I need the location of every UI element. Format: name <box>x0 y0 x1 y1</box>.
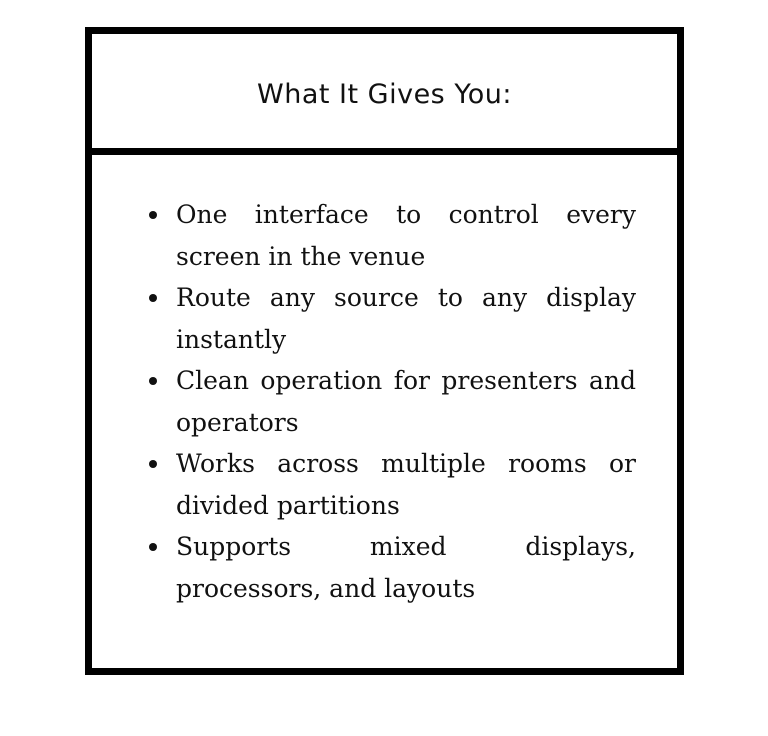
bullet-icon <box>149 294 157 302</box>
card-body <box>92 155 677 609</box>
list-item-text: Supports mixed displays, processors, and layouts <box>176 532 636 603</box>
bullet-icon <box>149 377 157 385</box>
list-item <box>147 360 636 443</box>
bullet-icon <box>149 543 157 551</box>
list-item-text: Works across multiple rooms or divided partitions <box>176 449 636 520</box>
list-item-text: Route any source to any display instantly <box>176 283 636 354</box>
list-item <box>147 443 636 526</box>
benefits-card <box>85 27 684 675</box>
bullet-icon <box>149 460 157 468</box>
list-item-text: One interface to control every screen in the venue <box>176 200 636 271</box>
card-title: What It Gives You: <box>257 78 512 110</box>
benefits-list <box>147 194 636 609</box>
list-item <box>147 277 636 360</box>
card-header <box>92 34 677 155</box>
list-item <box>147 526 636 609</box>
list-item-text: Clean operation for presenters and operators <box>176 366 636 437</box>
list-item <box>147 194 636 277</box>
bullet-icon <box>149 211 157 219</box>
